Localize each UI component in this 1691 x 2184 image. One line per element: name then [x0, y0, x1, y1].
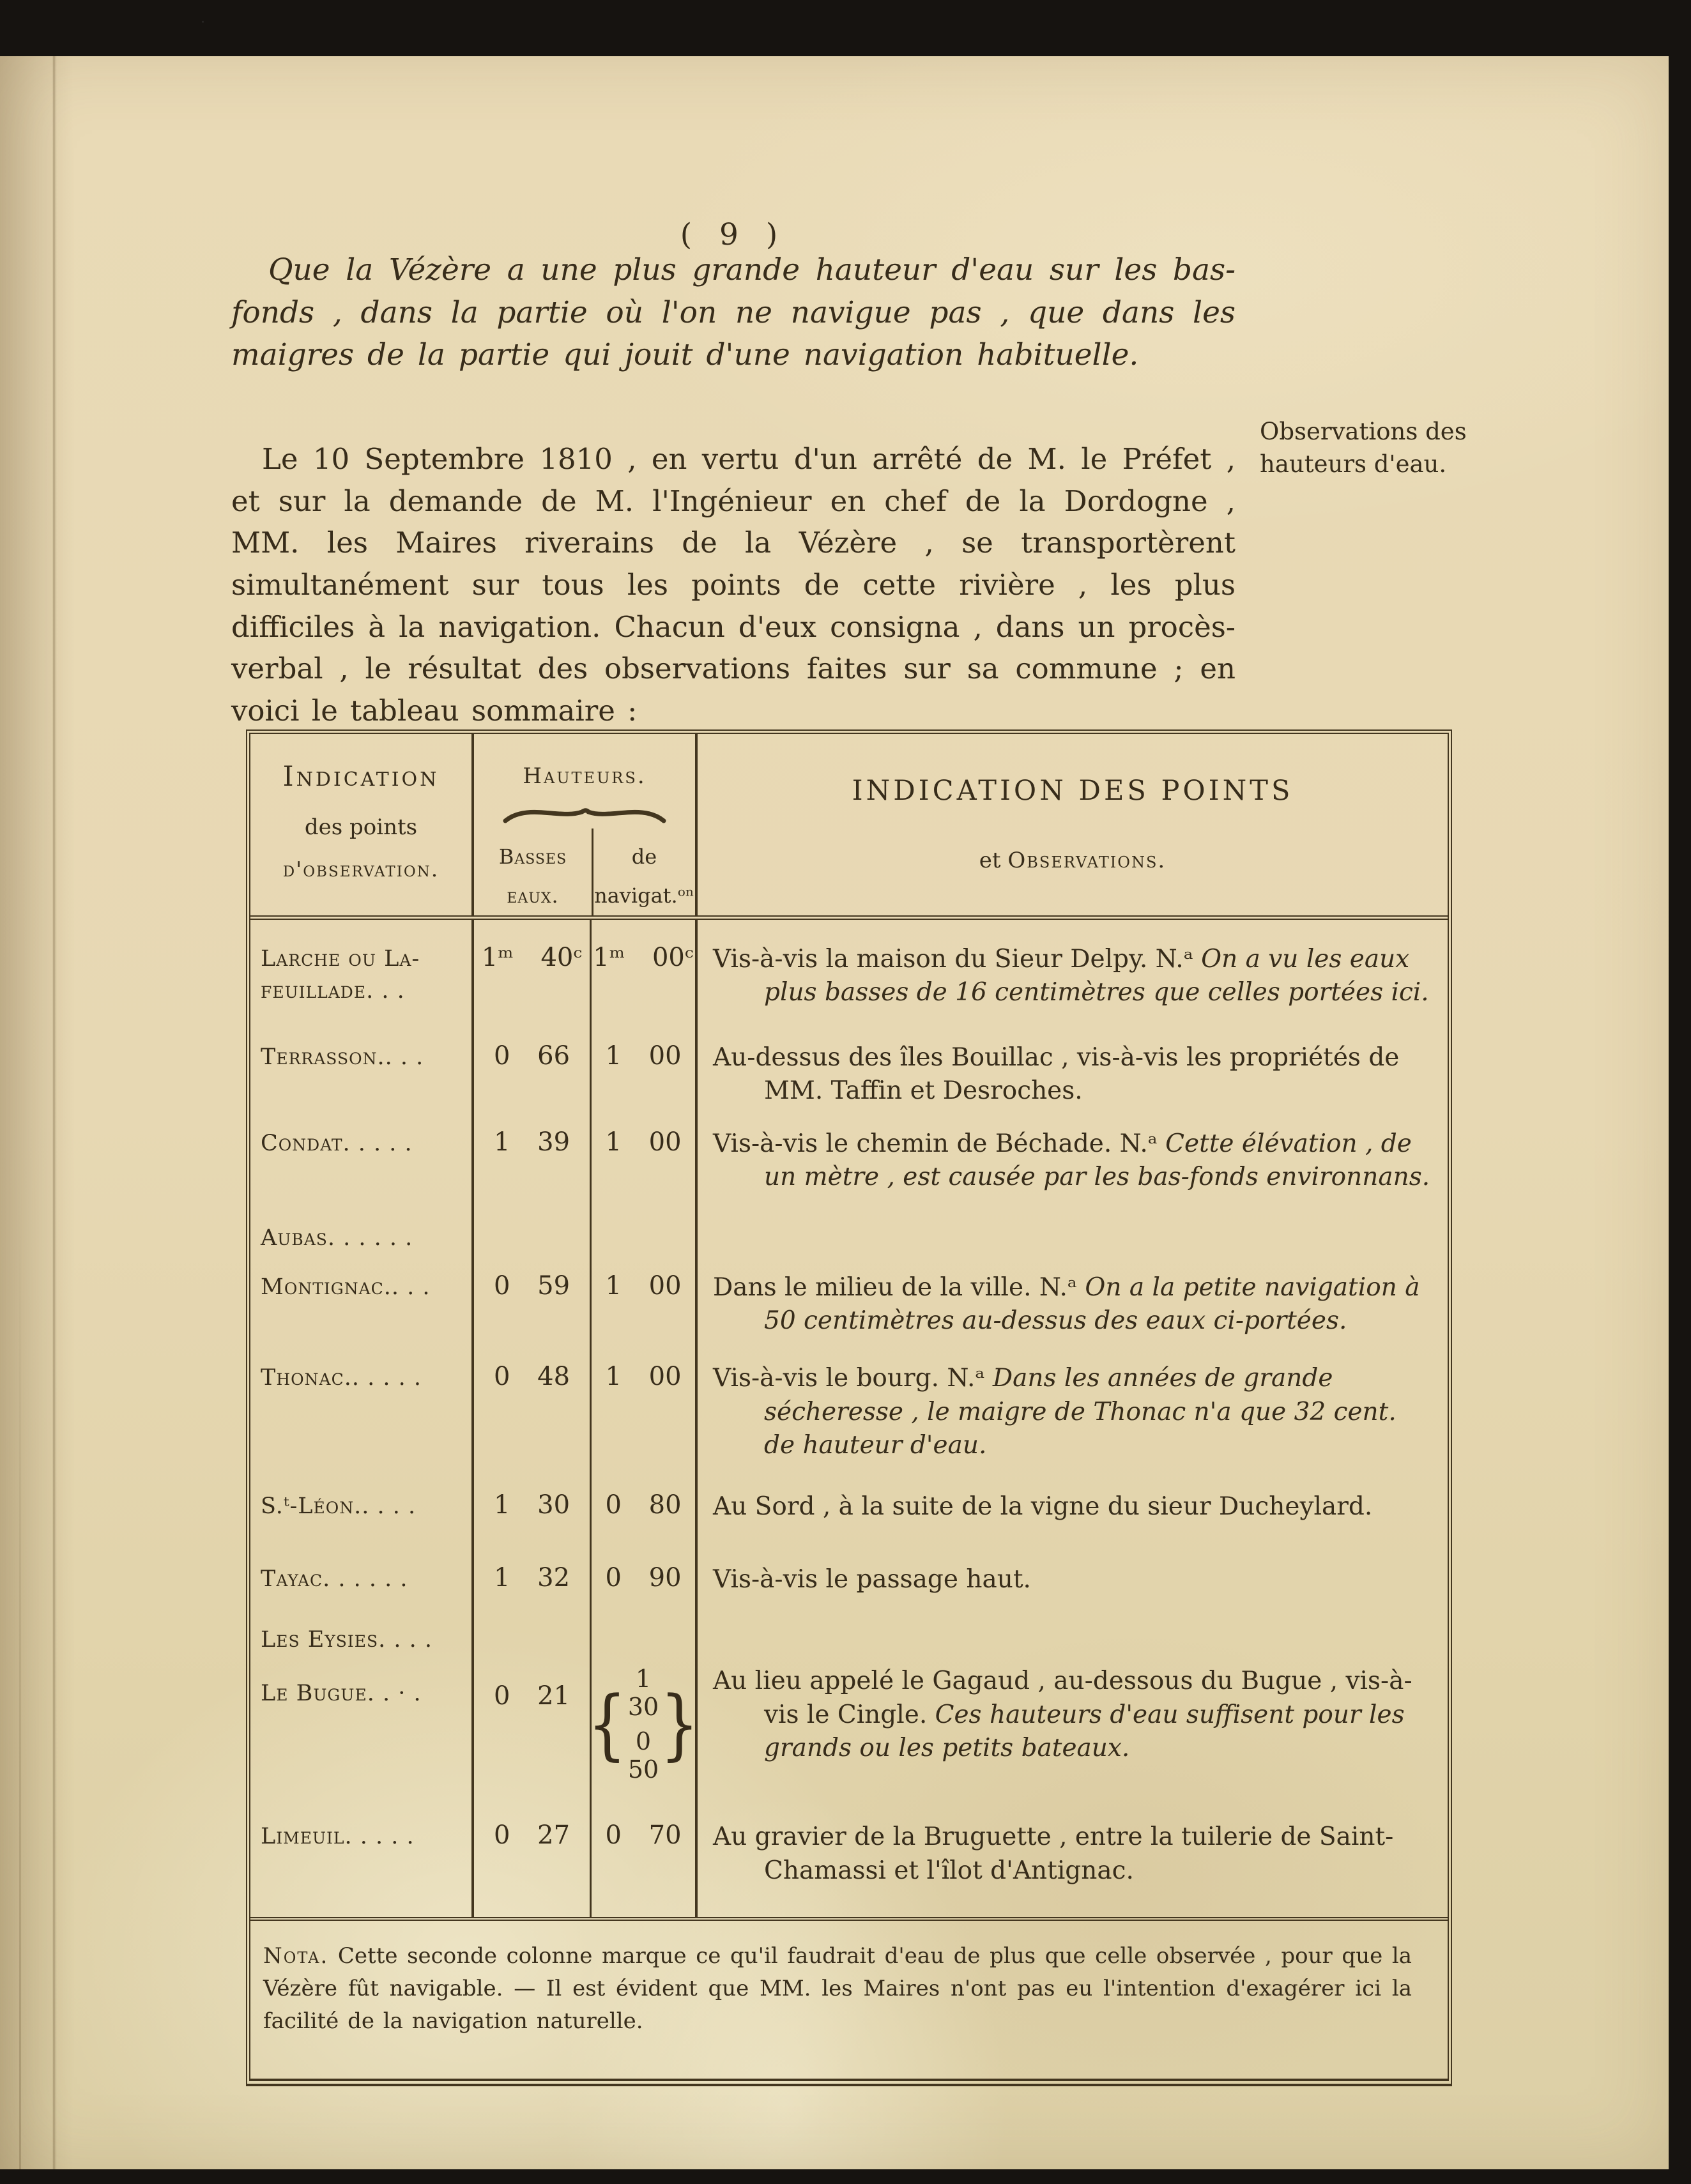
observation-text: [698, 1597, 1448, 1656]
navigation-value: 1 00: [592, 1009, 698, 1108]
table-row: [250, 1597, 1448, 1656]
observation-text: Dans le milieu de la ville. N.ᵃ On a la petite navigation à 50 centimètres au-dessus des eaux ci-portées.: [713, 1272, 1420, 1336]
navigation-value: 1ᵐ 00ᶜ: [592, 920, 698, 1010]
table-row: [250, 1338, 1448, 1462]
navigation-value: [592, 1597, 698, 1656]
header-col1-sub1: des points: [304, 814, 418, 840]
header-indication-observations: [698, 734, 1448, 915]
navigation-value: [592, 1194, 698, 1255]
point-name: S.ᵗ-Léon.. . . .: [250, 1462, 474, 1523]
point-name: Le Bugue. . · .: [250, 1656, 474, 1783]
body-paragraph: Le 10 Septembre 1810 , en vertu d'un arrêté de M. le Préfet , et sur la demande de M. l'Ingénieur en chef de la Dordogne , MM. les Maires riverains de la Vézère , se transportèrent simultanément sur tous les points de cette rivière , les plus difficiles à la navigation. Chacun d'eux consigna , dans un procès-verbal , le résultat des observations faites sur sa commune ; en voici le tableau sommaire :: [231, 442, 1236, 728]
table-row: [250, 920, 1448, 1010]
observation-text: Vis-à-vis le passage haut.: [713, 1565, 1031, 1594]
navigation-value: 0 70: [592, 1783, 698, 1917]
basses-eaux-value: 1 32: [474, 1523, 592, 1596]
observation-text: Vis-à-vis le bourg. N.ᵃ Dans les années de grande sécheresse , le maigre de Thonac n'a que 32 cent. de hauteur d'eau.: [713, 1364, 1396, 1460]
observation-text: Au Sord , à la suite de la vigne du sieur Ducheylard.: [713, 1492, 1373, 1522]
navigation-value: 1 00: [592, 1338, 698, 1462]
observation-text: Au gravier de la Bruguette , entre la tuilerie de Saint-Chamassi et l'îlot d'Antignac.: [713, 1822, 1394, 1885]
table-row: [250, 1656, 1448, 1783]
point-name: Terrasson.. . .: [250, 1009, 474, 1108]
point-name: Montignac.. . .: [250, 1255, 474, 1338]
navigation-value: 1 00: [592, 1255, 698, 1338]
page-paper: [0, 56, 1669, 2169]
observation-text: Vis-à-vis le chemin de Béchade. N.ᵃ Cette élévation , de un mètre , est causée par les bas-fonds environnans.: [713, 1129, 1430, 1191]
header-col3-sub: et Observations.: [979, 848, 1167, 873]
header-basses-eaux: Basses eaux.: [498, 844, 567, 908]
navigation-value: 1 00: [592, 1108, 698, 1195]
basses-eaux-value: 0 27: [474, 1783, 592, 1917]
opening-italic-paragraph: Que la Vézère a une plus grande hauteur d'eau sur les bas-fonds , dans la partie où l'on ne navigue pas , que dans les maigres de la partie qui jouit d'une navigation habituelle.: [231, 252, 1236, 373]
table-row: [250, 1194, 1448, 1255]
basses-eaux-value: 0 21: [474, 1656, 592, 1783]
observation-text: [698, 1194, 1448, 1255]
point-name: Larche ou La-feuillade. . .: [250, 920, 474, 1010]
observation-table: [246, 729, 1452, 2086]
nota-footnote: Nota. Cette seconde colonne marque ce qu'il faudrait d'eau de plus que celle observée , pour que la Vézère fût navigable. — Il est évident que MM. les Maires n'ont pas eu l'intention d'exagérer ici la facilité de la navigation naturelle.: [250, 1917, 1448, 2079]
table-row: [250, 1462, 1448, 1523]
basses-eaux-value: 0 59: [474, 1255, 592, 1338]
navigation-value: { 1 30 0 50 }: [592, 1656, 698, 1783]
point-name: Les Eysies. . . .: [250, 1597, 474, 1656]
table-header: [250, 734, 1448, 920]
margin-note: Observations des hauteurs d'eau.: [1260, 418, 1467, 478]
header-de-navigation: de navigat.ᵒⁿ: [592, 829, 695, 915]
navigation-value: 0 80: [592, 1462, 698, 1523]
page-number: ( 9 ): [680, 217, 787, 252]
point-name: Limeuil. . . . .: [250, 1783, 474, 1917]
basses-eaux-value: 1 39: [474, 1108, 592, 1195]
table-row: [250, 1255, 1448, 1338]
basses-eaux-value: [474, 1597, 592, 1656]
point-name: Aubas. . . . . .: [250, 1194, 474, 1255]
basses-eaux-value: 1 30: [474, 1462, 592, 1523]
observation-text: Au lieu appelé le Gagaud , au-dessous du Bugue , vis-à-vis le Cingle. Ces hauteurs d'eau suffisent pour les grands ou les petits bateaux.: [713, 1667, 1412, 1762]
table-row: [250, 1523, 1448, 1596]
brace-icon: [501, 806, 668, 825]
header-col3-title: INDICATION DES POINTS: [852, 775, 1294, 807]
header-col1-sub2: d'observation.: [282, 857, 440, 882]
header-indication-points: [250, 734, 474, 915]
basses-eaux-value: 1ᵐ 40ᶜ: [474, 920, 592, 1010]
basses-eaux-value: 0 66: [474, 1009, 592, 1108]
basses-eaux-value: 0 48: [474, 1338, 592, 1462]
observation-text: Au-dessus des îles Bouillac , vis-à-vis les propriétés de MM. Taffin et Desroches.: [713, 1043, 1400, 1106]
header-hauteurs-title: Hauteurs.: [523, 763, 647, 789]
brace-left: {: [587, 1679, 627, 1769]
observation-text: Vis-à-vis la maison du Sieur Delpy. N.ᵃ On a vu les eaux plus basses de 16 centimètres que celles portées ici.: [713, 944, 1429, 1007]
navigation-value: 0 90: [592, 1523, 698, 1596]
table-row: [250, 1783, 1448, 1917]
basses-eaux-value: [474, 1194, 592, 1255]
header-col1-title: Indication: [282, 761, 440, 793]
header-hauteurs: [474, 734, 698, 915]
table-row: [250, 1108, 1448, 1195]
point-name: Tayac. . . . . .: [250, 1523, 474, 1596]
point-name: Condat. . . . .: [250, 1108, 474, 1195]
brace-right: }: [660, 1679, 700, 1769]
table-row: [250, 1009, 1448, 1108]
point-name: Thonac.. . . . .: [250, 1338, 474, 1462]
